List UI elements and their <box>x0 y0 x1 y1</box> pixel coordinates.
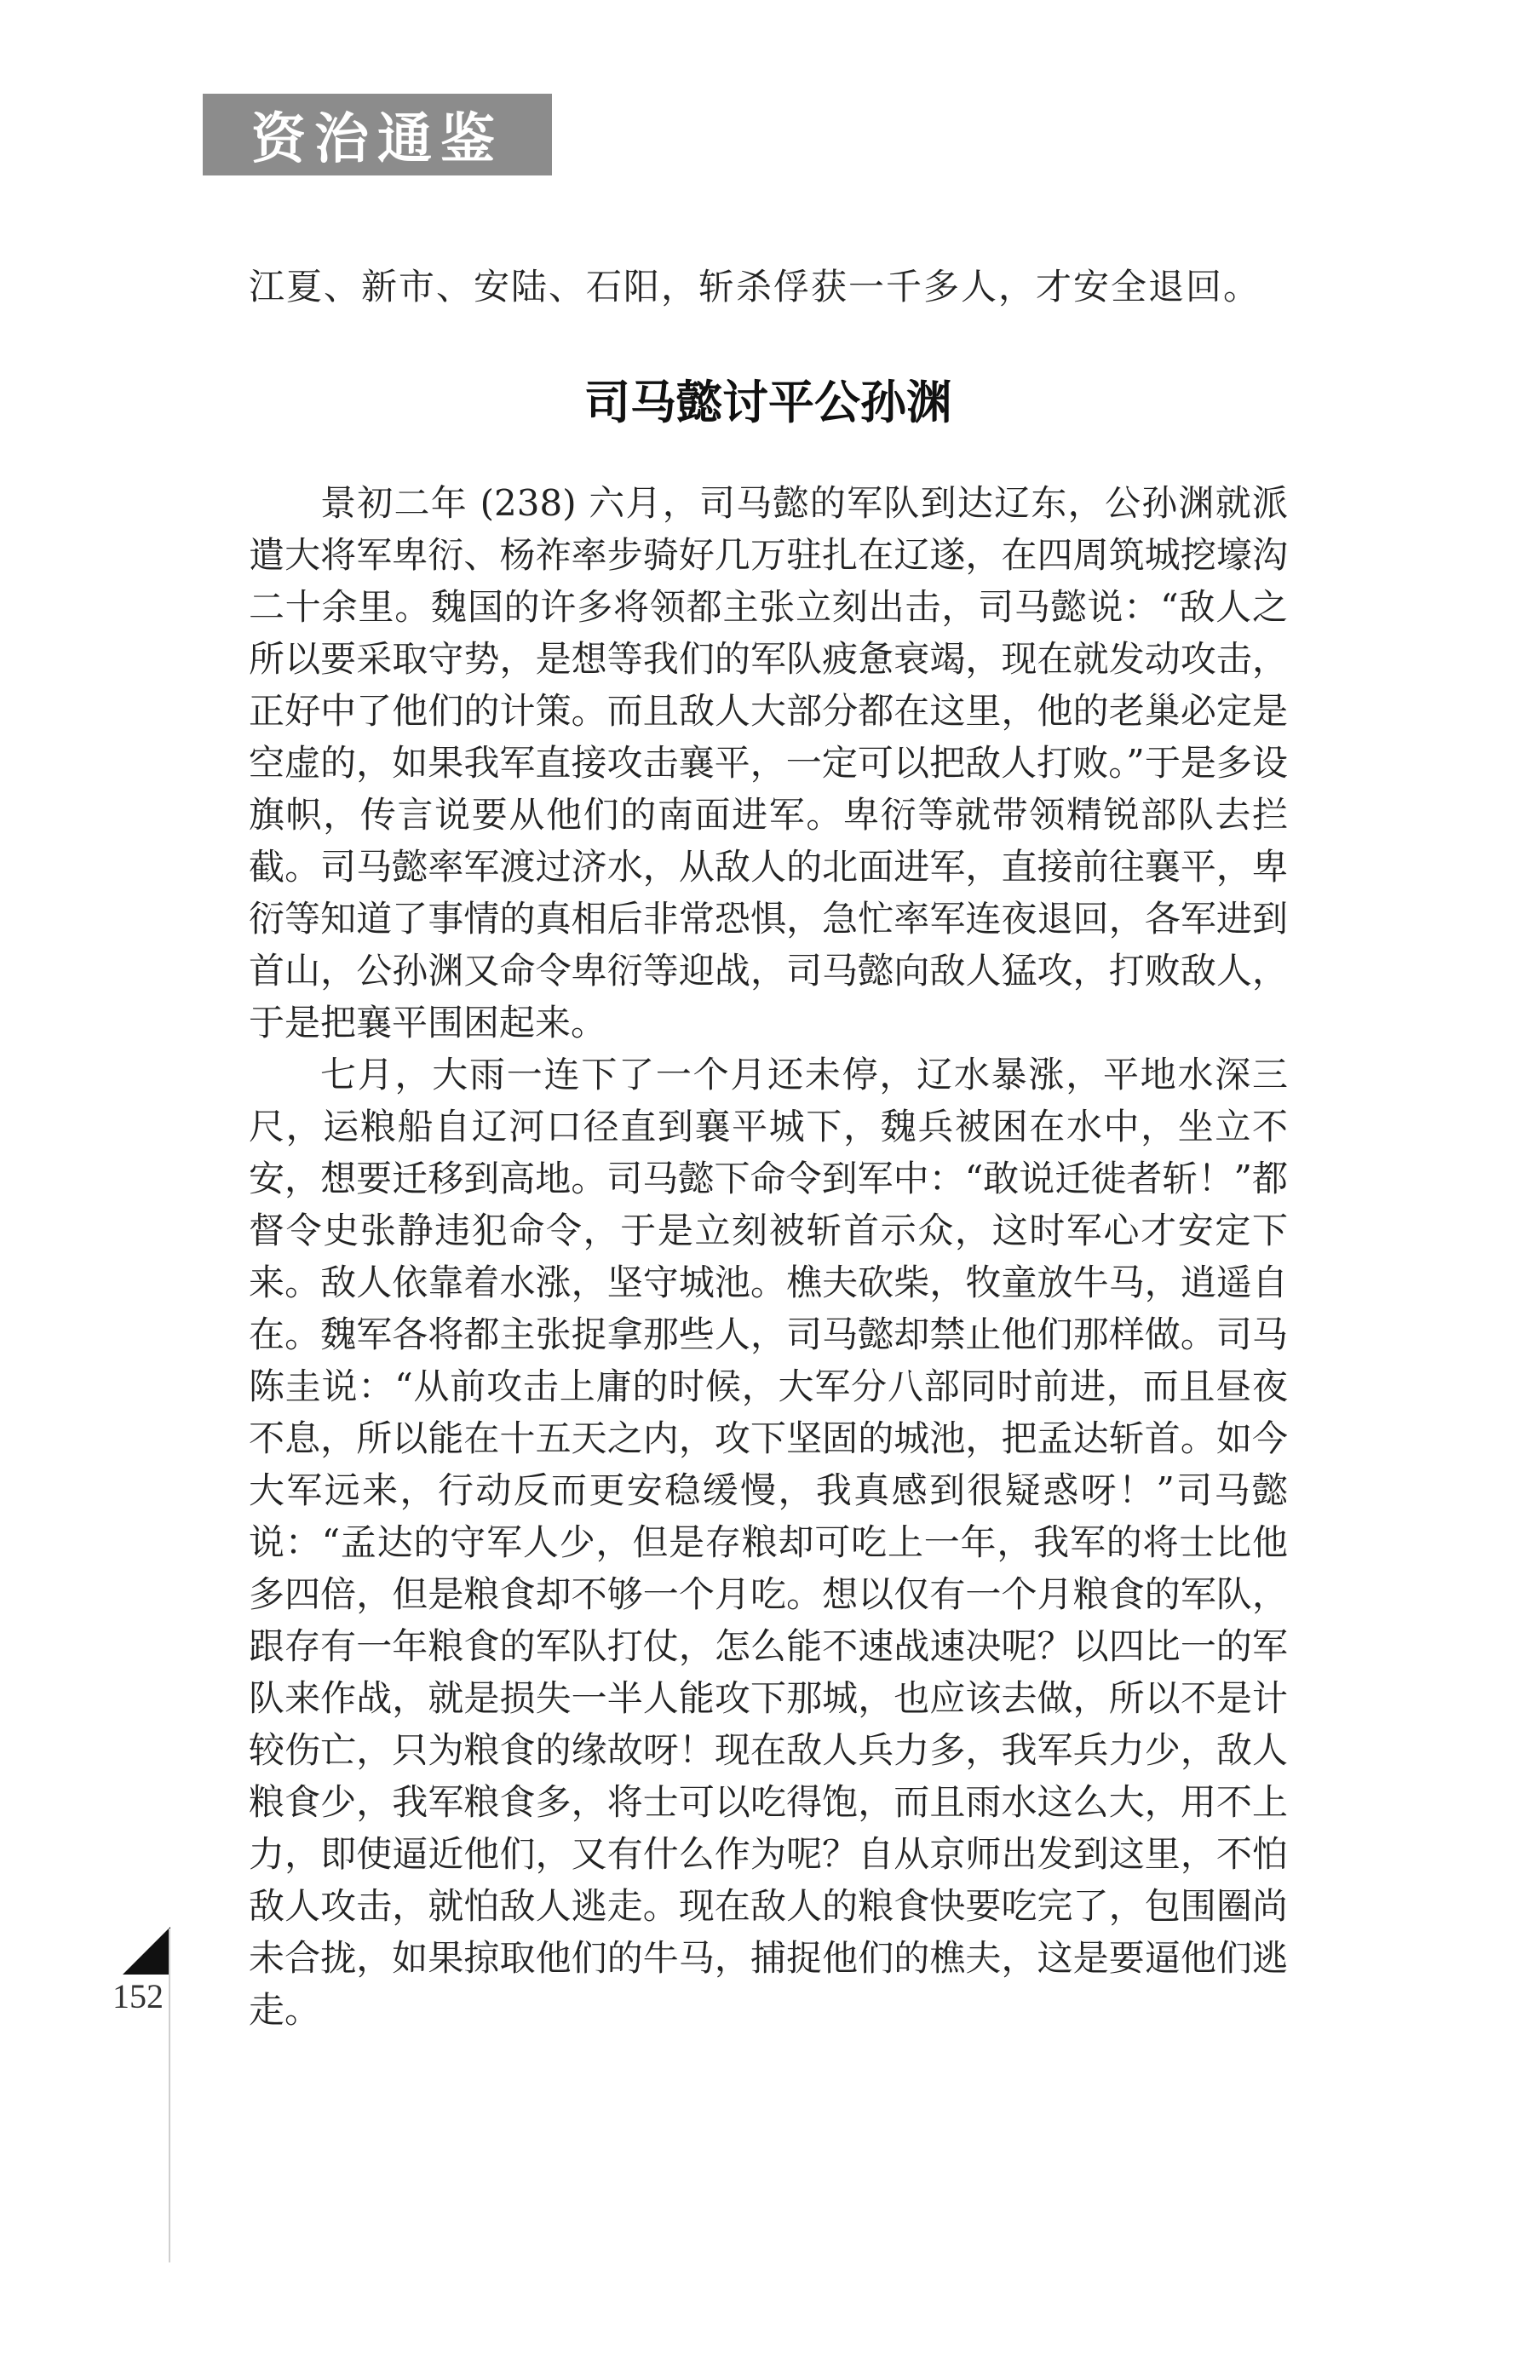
paragraph-2: 七月，大雨一连下了一个月还未停，辽水暴涨，平地水深三尺，运粮船自辽河口径直到襄平城下，魏兵被困在水中，坐立不安，想要迁移到高地。司马懿下命令到军中：“敢说迁徙者斩！”都督令史张静违犯命令，于是立刻被斩首示众，这时军心才安定下来。敌人依靠着水涨，坚守城池。樵夫砍柴，牧童放牛马，逍遥自在。魏军各将都主张捉拿那些人，司马懿却禁止他们那样做。司马陈圭说：“从前攻击上庸的时候，大军分八部同时前进，而且昼夜不息，所以能在十五天之内，攻下坚固的城池，把孟达斩首。如今大军远来，行动反而更安稳缓慢，我真感到很疑惑呀！”司马懿说：“孟达的守军人少，但是存粮却可吃上一年，我军的将士比他多四倍，但是粮食却不够一个月吃。想以仅有一个月粮食的军队，跟存有一年粮食的军队打仗，怎么能不速战速决呢？以四比一的军队来作战，就是损失一半人能攻下那城，也应该去做，所以不是计较伤亡，只为粮食的缘故呀！现在敌人兵力多，我军兵力少，敌人粮食少，我军粮食多，将士可以吃得饱，而且雨水这么大，用不上力，即使逼近他们，又有什么作为呢？自从京师出发到这里，不怕敌人攻击，就怕敌人逃走。现在敌人的粮食快要吃完了，包围圈尚未合拢，如果掠取他们的牛马，捕捉他们的樵夫，这是要逼他们逃走。 <box>249 1054 1288 2031</box>
page-corner-marker <box>123 1927 170 1975</box>
section-body <box>249 477 1288 2036</box>
lead-line: 江夏、新市、安陆、石阳，斩杀俘获一千多人，才安全退回。 <box>249 266 1261 308</box>
page-number: 152 <box>112 1977 164 2015</box>
book-title-tab <box>203 94 552 175</box>
book-title: 资治通鉴 <box>251 108 503 171</box>
paragraph-1: 景初二年 (238) 六月，司马懿的军队到达辽东，公孙渊就派遣大将军卑衍、杨祚率步骑好几万驻扎在辽遂，在四周筑城挖壕沟二十余里。魏国的许多将领都主张立刻出击，司马懿说：“敌人之所以要采取守势，是想等我们的军队疲惫衰竭，现在就发动攻击，正好中了他们的计策。而且敌人大部分都在这里，他的老巢必定是空虚的，如果我军直接攻击襄平，一定可以把敌人打败。”于是多设旗帜，传言说要从他们的南面进军。卑衍等就带领精锐部队去拦截。司马懿率军渡过济水，从敌人的北面进军，直接前往襄平，卑衍等知道了事情的真相后非常恐惧，急忙率军连夜退回，各军进到首山，公孙渊又命令卑衍等迎战，司马懿向敌人猛攻，打败敌人，于是把襄平围困起来。 <box>249 482 1288 1043</box>
section-title: 司马懿讨平公孙渊 <box>584 376 952 429</box>
